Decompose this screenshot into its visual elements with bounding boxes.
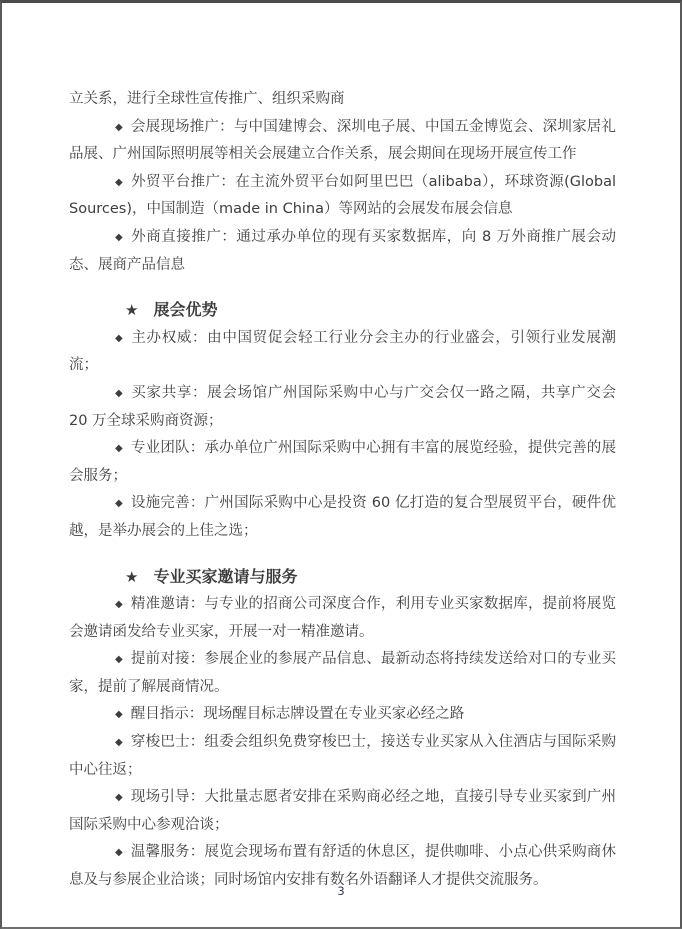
bullet-paragraph — [69, 325, 616, 380]
paragraph-text: 外商直接推广：通过承办单位的现有买家数据库，向 8 万外商推广展会动态、展商产品信息 — [69, 228, 616, 273]
paragraph-text: 醒目指示：现场醒目标志牌设置在专业买家必经之路 — [130, 706, 465, 723]
diamond-bullet-icon: ◆ — [115, 599, 123, 611]
bullet-paragraph — [69, 729, 616, 784]
heading-text: 展会优势 — [153, 300, 218, 320]
star-icon: ★ — [125, 301, 139, 320]
paragraph-text: 立关系，进行全球性宣传推广、组织采购商 — [69, 91, 345, 107]
paragraph-text: 买家共享：展会场馆广州国际采购中心与广交会仅一路之隔，共享广交会 20 万全球采购商资源； — [69, 384, 616, 429]
bullet-paragraph — [69, 380, 616, 435]
diamond-bullet-icon: ◆ — [115, 332, 124, 344]
paragraph-text: 提前对接：参展企业的参展产品信息、最新动态将持续发送给对口的专业买家，提前了解展商情况。 — [69, 651, 616, 695]
diamond-bullet-icon: ◆ — [115, 498, 123, 510]
bullet-paragraph — [69, 701, 616, 729]
diamond-bullet-icon: ◆ — [115, 231, 124, 243]
bullet-paragraph — [69, 169, 616, 224]
star-icon: ★ — [125, 567, 139, 586]
paragraph-text: 温馨服务：展览会现场布置有舒适的休息区，提供咖啡、小点心供采购商休息及与参展企业洽谈；同时场馆内安排有数名外语翻译人才提供交流服务。 — [69, 844, 616, 889]
paragraph-text: 穿梭巴士：组委会组织免费穿梭巴士，接送专业买家从入住酒店与国际采购中心往返； — [69, 734, 616, 778]
document-body — [69, 86, 616, 895]
diamond-bullet-icon: ◆ — [115, 121, 123, 133]
bullet-paragraph — [69, 224, 616, 279]
diamond-bullet-icon: ◆ — [115, 847, 123, 859]
paragraph-text: 现场引导：大批量志愿者安排在采购商必经之地，直接引导专业买家到广州国际采购中心参观洽谈； — [69, 789, 616, 833]
bullet-paragraph — [69, 784, 616, 839]
bullet-paragraph — [69, 591, 616, 646]
section-heading-buyer-invitation-services — [69, 563, 616, 592]
diamond-bullet-icon: ◆ — [115, 176, 124, 188]
diamond-bullet-icon: ◆ — [115, 443, 123, 455]
page-number: 3 — [337, 884, 345, 898]
heading-text: 专业买家邀请与服务 — [153, 566, 298, 586]
section-heading-exhibition-advantages — [69, 296, 616, 325]
paragraph-text: 主办权威：由中国贸促会轻工行业分会主办的行业盛会，引领行业发展潮流； — [69, 329, 616, 374]
bullet-paragraph — [69, 490, 616, 545]
diamond-bullet-icon: ◆ — [115, 737, 123, 749]
diamond-bullet-icon: ◆ — [115, 654, 123, 666]
paragraph-text: 会展现场推广：与中国建博会、深圳电子展、中国五金博览会、深圳家居礼品展、广州国际照明展等相关会展建立合作关系，展会期间在现场开展宣传工作 — [69, 118, 616, 163]
diamond-bullet-icon: ◆ — [115, 709, 123, 721]
bullet-paragraph — [69, 114, 616, 169]
bullet-paragraph — [69, 646, 616, 701]
paragraph-text: 专业团队：承办单位广州国际采购中心拥有丰富的展览经验，提供完善的展会服务； — [69, 440, 616, 484]
paragraph-text: 精准邀请：与专业的招商公司深度合作，利用专业买家数据库，提前将展览会邀请函发给专业买家，开展一对一精准邀请。 — [69, 596, 616, 640]
bullet-paragraph — [69, 435, 616, 490]
diamond-bullet-icon: ◆ — [115, 387, 124, 399]
diamond-bullet-icon: ◆ — [115, 792, 123, 804]
paragraph-text: 外贸平台推广：在主流外贸平台如阿里巴巴（alibaba），环球资源(Global Sources)，中国制造（made in China）等网站的会展发布展会信息 — [69, 173, 616, 218]
paragraph-continuation — [69, 86, 616, 114]
paragraph-text: 设施完善：广州国际采购中心是投资 60 亿打造的复合型展贸平台，硬件优越，是举办展会的上佳之选； — [69, 495, 616, 539]
